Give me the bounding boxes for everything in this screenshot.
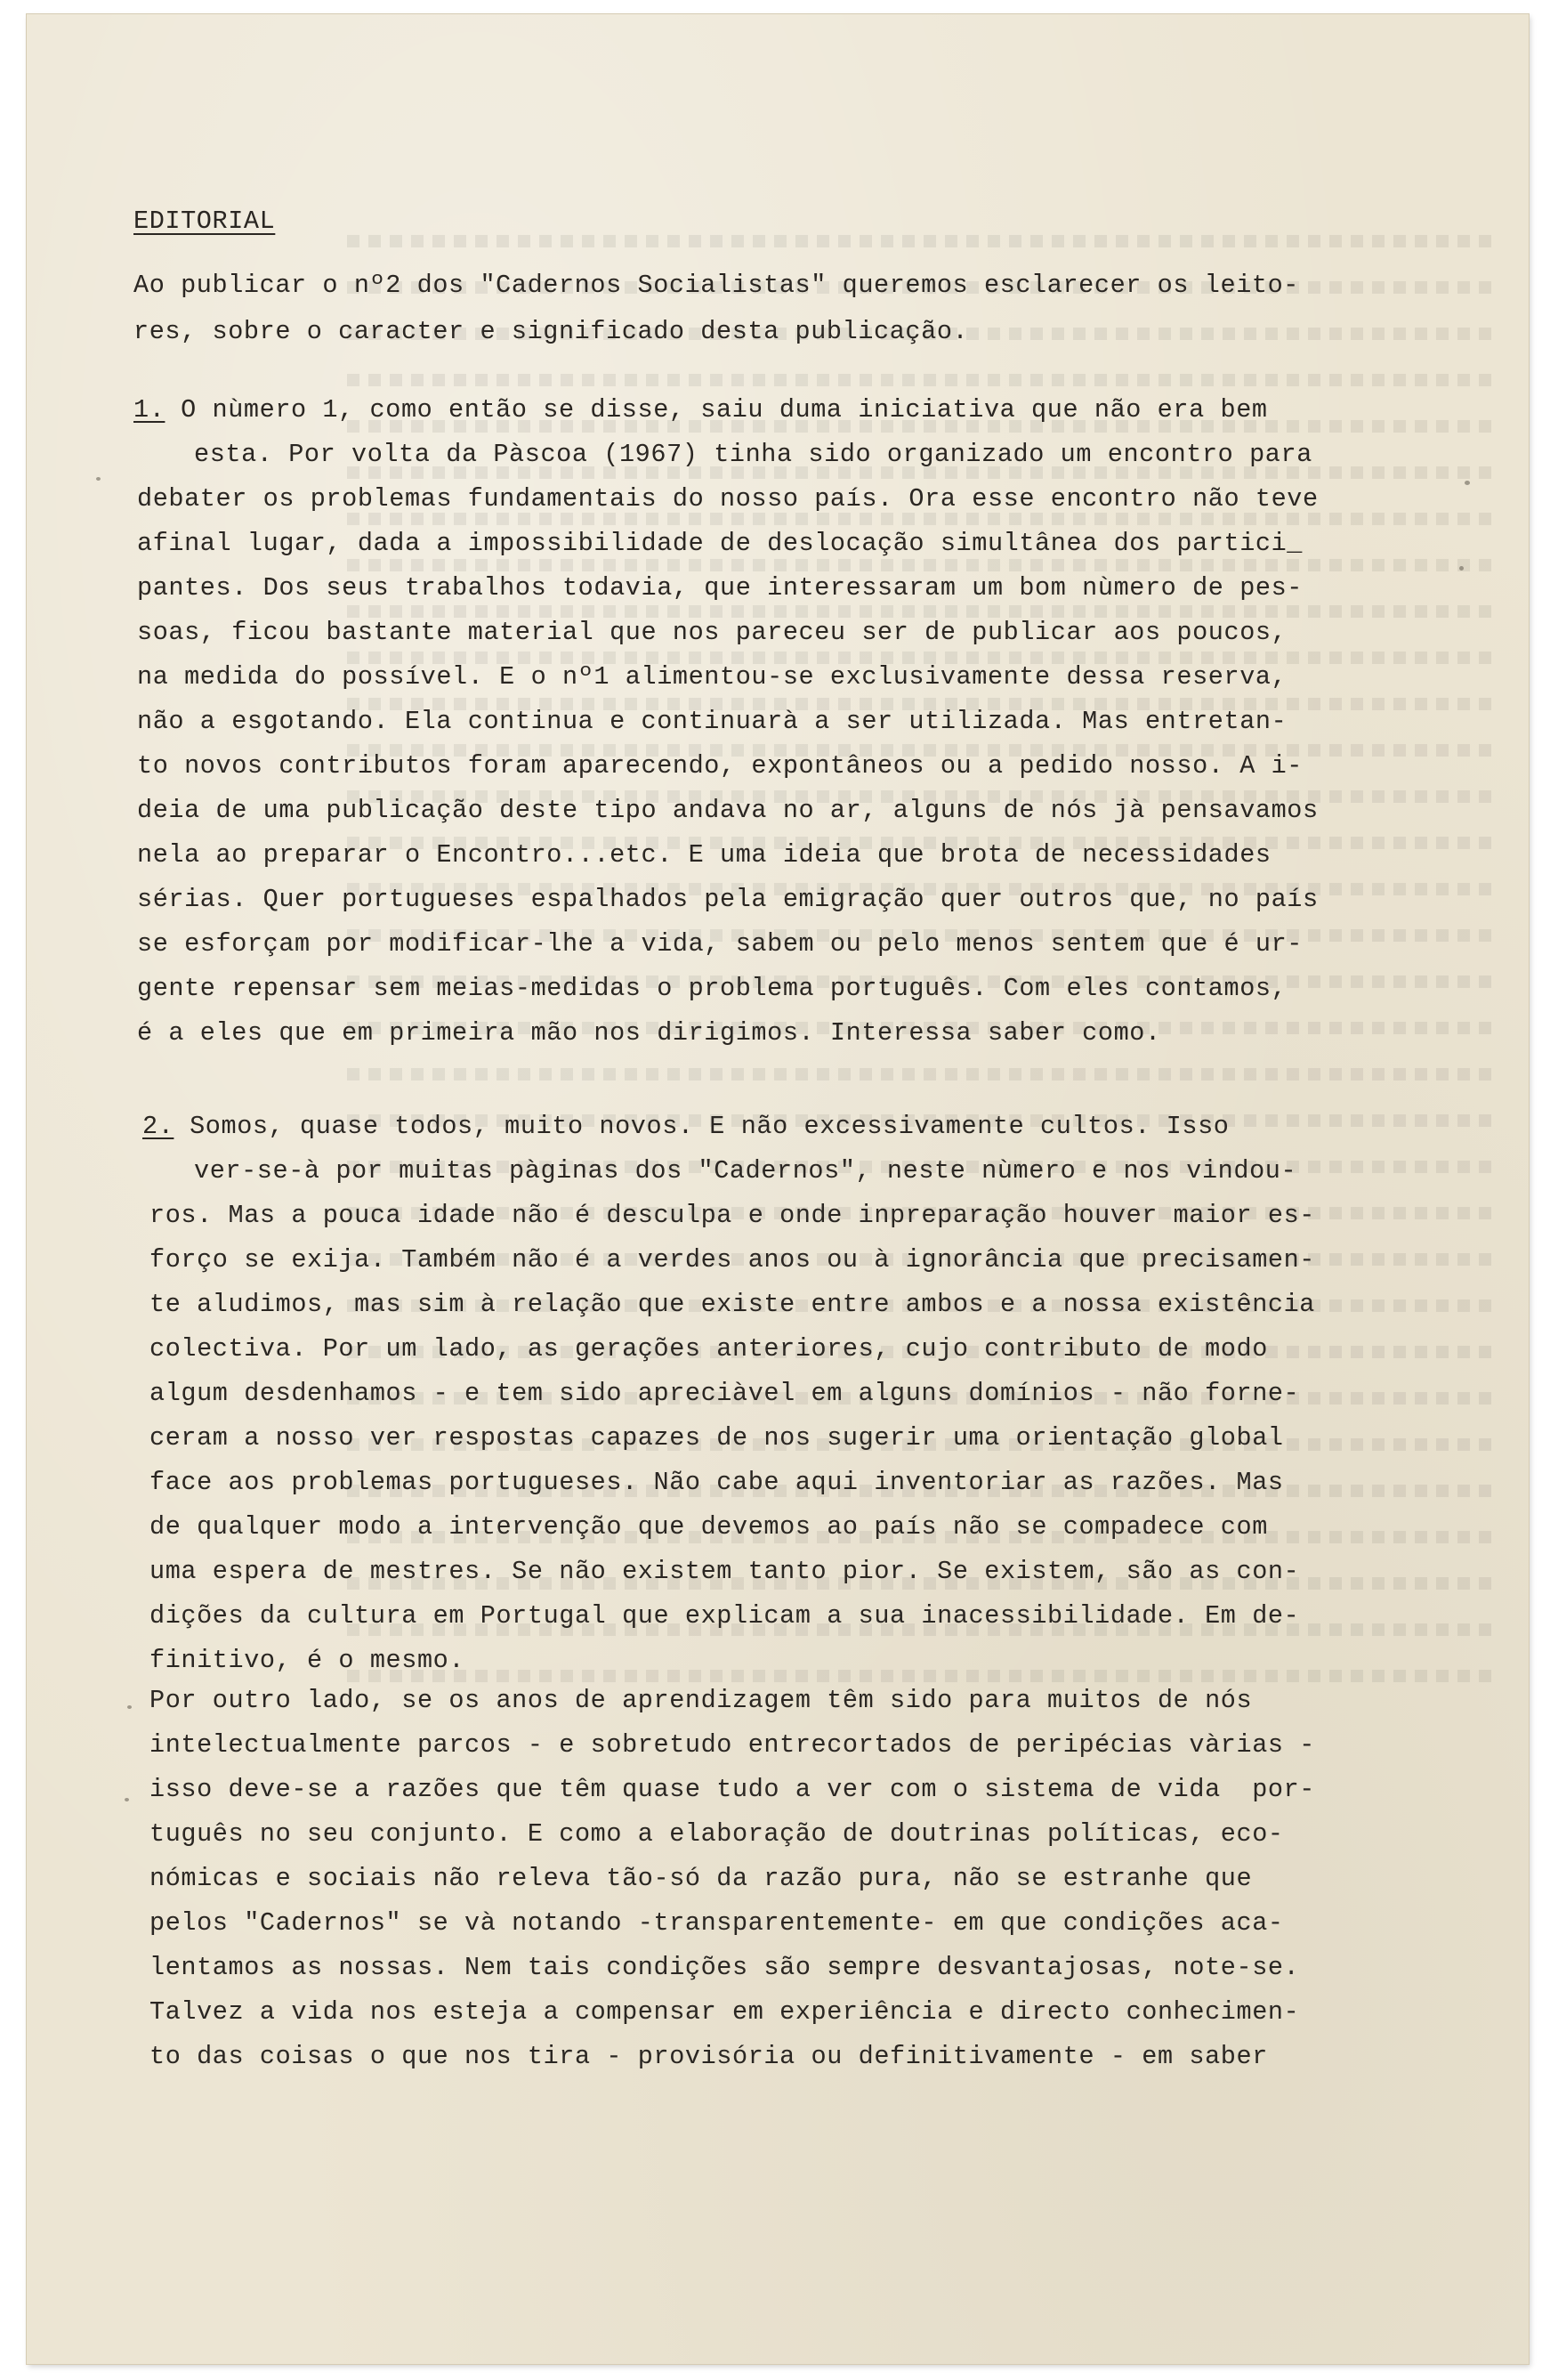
line-text: O nùmero 1, como então se disse, saiu duma iniciativa que não era bem — [165, 395, 1268, 425]
line-text: Somos, quase todos, muito novos. E não excessivamente cultos. Isso — [174, 1112, 1230, 1141]
section2-line: to das coisas o que nos tira - provisória ou definitivamente - em saber — [149, 2042, 1268, 2071]
section1-line: pantes. Dos seus trabalhos todavia, que interessaram um bom nùmero de pes- — [137, 573, 1304, 603]
section2-line: intelectualmente parcos - e sobretudo entrecortados de peripécias vàrias - — [149, 1730, 1316, 1760]
section2-line: ceram a nosso ver respostas capazes de nos sugerir uma orientação global — [149, 1423, 1284, 1453]
section1-line: na medida do possível. E o nº1 alimentou-se exclusivamente dessa reserva, — [137, 662, 1288, 692]
section1-line: nela ao preparar o Encontro...etc. E uma ideia que brota de necessidades — [137, 840, 1272, 870]
section2-line: Talvez a vida nos esteja a compensar em experiência e directo conhecimen- — [149, 1997, 1300, 2027]
paper-speck — [1459, 566, 1464, 571]
section1-line — [133, 395, 1268, 425]
section2-line: ver-se-à por muitas pàginas dos "Cadernos", neste nùmero e nos vindou- — [194, 1156, 1297, 1186]
section2-line: ros. Mas a pouca idade não é desculpa e onde inpreparação houver maior es- — [149, 1201, 1316, 1230]
section2-line: isso deve-se a razões que têm quase tudo a ver com o sistema de vida por- — [149, 1775, 1316, 1804]
section2-line: colectiva. Por um lado, as gerações anteriores, cujo contributo de modo — [149, 1334, 1268, 1364]
section2-line: Por outro lado, se os anos de aprendizagem têm sido para muitos de nós — [149, 1686, 1253, 1715]
section1-line: to novos contributos foram aparecendo, expontâneos ou a pedido nosso. A i- — [137, 751, 1304, 781]
section2-line: tuguês no seu conjunto. E como a elaboração de doutrinas políticas, eco- — [149, 1819, 1284, 1849]
section2-line: de qualquer modo a intervenção que devemos ao país não se compadece com — [149, 1512, 1268, 1542]
section2-line: finitivo, é o mesmo. — [149, 1646, 465, 1675]
section1-line: deia de uma publicação deste tipo andava no ar, alguns de nós jà pensavamos — [137, 796, 1319, 825]
section2-line: nómicas e sociais não releva tão-só da razão pura, não se estranhe que — [149, 1864, 1253, 1893]
section1-line: esta. Por volta da Pàscoa (1967) tinha sido organizado um encontro para — [194, 440, 1312, 469]
section2-line: forço se exija. Também não é a verdes anos ou à ignorância que precisamen- — [149, 1245, 1316, 1275]
section1-line: é a eles que em primeira mão nos dirigimos. Interessa saber como. — [137, 1018, 1161, 1048]
section1-line: não a esgotando. Ela continua e continuarà a ser utilizada. Mas entretan- — [137, 707, 1288, 736]
intro-line: Ao publicar o nº2 dos "Cadernos Socialistas" queremos esclarecer os leito- — [133, 271, 1300, 300]
section-number: 1. — [133, 395, 166, 425]
section1-line: gente repensar sem meias-medidas o problema português. Com eles contamos, — [137, 974, 1288, 1003]
paper-speck — [127, 1705, 132, 1709]
section2-line: pelos "Cadernos" se và notando -transparentemente- em que condições aca- — [149, 1908, 1284, 1938]
paper-speck — [125, 1798, 129, 1801]
section2-line: dições da cultura em Portugal que explicam a sua inacessibilidade. Em de- — [149, 1601, 1300, 1631]
section2-line: face aos problemas portugueses. Não cabe aqui inventoriar as razões. Mas — [149, 1468, 1284, 1497]
paper-speck — [96, 477, 101, 481]
paper-speck — [1465, 481, 1470, 485]
section1-line: soas, ficou bastante material que nos pareceu ser de publicar aos poucos, — [137, 618, 1288, 647]
section2-line: te aludimos, mas sim à relação que existe entre ambos e a nossa existência — [149, 1290, 1316, 1319]
section2-line: uma espera de mestres. Se não existem tanto pior. Se existem, são as con- — [149, 1557, 1300, 1586]
section-number: 2. — [142, 1112, 174, 1141]
section2-line: lentamos as nossas. Nem tais condições são sempre desvantajosas, note-se. — [149, 1953, 1300, 1982]
section1-line: sérias. Quer portugueses espalhados pela emigração quer outros que, no país — [137, 885, 1319, 914]
section1-line: debater os problemas fundamentais do nosso país. Ora esse encontro não teve — [137, 484, 1319, 514]
intro-line: res, sobre o caracter e significado desta publicação. — [133, 317, 969, 346]
page-heading: EDITORIAL — [133, 206, 276, 236]
section2-line: algum desdenhamos - e tem sido apreciàvel em alguns domínios - não forne- — [149, 1379, 1300, 1408]
section2-line — [142, 1112, 1230, 1142]
section1-line: afinal lugar, dada a impossibilidade de deslocação simultânea dos partici_ — [137, 529, 1304, 558]
section1-line: se esforçam por modificar-lhe a vida, sabem ou pelo menos sentem que é ur- — [137, 929, 1304, 959]
